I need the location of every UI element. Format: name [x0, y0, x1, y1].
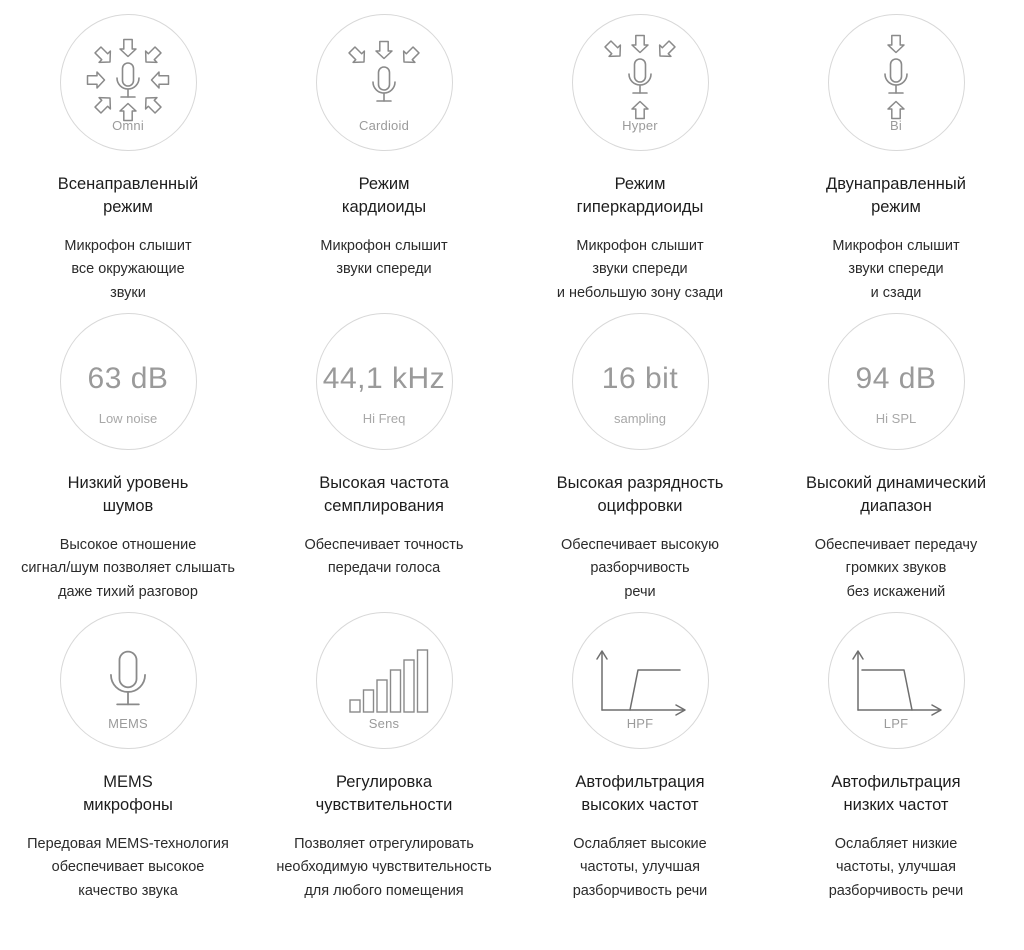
feature-description-line: и сзади [870, 284, 922, 301]
spec-caption: Hi Freq [362, 411, 406, 426]
feature-description-line: частоты, улучшая [836, 859, 956, 876]
feature-description [832, 235, 959, 305]
feature-title-line: режим [103, 197, 153, 216]
feature-cell [0, 14, 256, 313]
feature-description [829, 833, 964, 903]
feature-description-line: громких звуков [845, 560, 947, 577]
bidirectional-pattern-icon-circle [828, 14, 965, 151]
sampling-spec-circle [572, 313, 709, 450]
feature-description-line: передачи голоса [327, 560, 441, 577]
feature-title-line: Автофильтрация [831, 773, 961, 791]
icon-caption: Bi [890, 118, 902, 133]
spec-value: 44,1 kHz [322, 361, 446, 395]
spec-value: 16 bit [601, 361, 679, 395]
feature-description-line: Микрофон слышит [576, 237, 704, 254]
feature-description-line: Обеспечивает передачу [814, 536, 978, 553]
spec-value: 94 dB [855, 361, 937, 395]
feature-description-line: все окружающие [71, 261, 185, 278]
feature-title-line: Регулировка [335, 773, 433, 791]
feature-description-line: разборчивость речи [572, 882, 708, 899]
feature-title-line: семплирования [324, 496, 444, 515]
feature-title-line: чувствительности [315, 795, 453, 814]
hi-freq-spec-circle [316, 313, 453, 450]
feature-title-line: шумов [102, 496, 154, 515]
feature-cell [256, 612, 512, 911]
feature-description-line: Высокое отношение [59, 536, 197, 553]
feature-description-line: Микрофон слышит [320, 237, 448, 254]
spec-caption: sampling [613, 411, 667, 426]
feature-title-line: MEMS [103, 773, 153, 791]
feature-description [27, 833, 229, 903]
icon-caption: Cardioid [358, 118, 409, 133]
cardioid-pattern-icon-circle [316, 14, 453, 151]
feature-description-line: Позволяет отрегулировать [294, 835, 474, 852]
feature-description-line: разборчивость [590, 560, 690, 577]
feature-title-line: Высокая частота [319, 474, 449, 492]
feature-title-line: Автофильтрация [575, 773, 705, 791]
feature-title [831, 771, 960, 817]
feature-description-line: речи [624, 583, 656, 600]
feature-description [305, 534, 464, 581]
feature-cell [256, 313, 512, 612]
hypercardioid-pattern-icon-circle [572, 14, 709, 151]
low-pass-filter-icon-circle [828, 612, 965, 749]
feature-title-line: низких частот [843, 795, 949, 814]
feature-title [575, 771, 704, 817]
feature-title [577, 173, 704, 219]
feature-cell [512, 612, 768, 911]
feature-title-line: Всенаправленный [57, 175, 199, 193]
spec-value: 63 dB [87, 361, 169, 395]
feature-description-line: звуки спереди [336, 261, 432, 278]
feature-description-line: частоты, улучшая [580, 859, 700, 876]
feature-title [557, 472, 724, 518]
feature-description-line: Обеспечивает высокую [561, 536, 719, 553]
feature-description [561, 534, 719, 604]
feature-description-line: звуки [110, 284, 146, 301]
feature-cell [768, 313, 1024, 612]
feature-description-line: сигнал/шум позволяет слышать [21, 560, 235, 577]
feature-title-line: диапазон [860, 496, 932, 515]
feature-title-line: Режим [358, 175, 410, 193]
icon-caption: HPF [626, 716, 654, 731]
hi-spl-spec-circle [828, 313, 965, 450]
feature-cell [768, 612, 1024, 911]
feature-title-line: высоких частот [581, 795, 699, 814]
feature-title-line: Двунаправленный [826, 175, 966, 193]
feature-description [815, 534, 977, 604]
low-noise-spec-circle [60, 313, 197, 450]
feature-title [58, 173, 199, 219]
icon-caption: Sens [368, 716, 400, 731]
feature-description [573, 833, 708, 903]
feature-cell [256, 14, 512, 313]
feature-title [316, 771, 453, 817]
feature-title [319, 472, 449, 518]
feature-description-line: Микрофон слышит [64, 237, 192, 254]
feature-title-line: Высокая разрядность [556, 474, 724, 492]
feature-description-line: необходимую чувствительность [276, 859, 492, 876]
feature-title [806, 472, 986, 518]
feature-title-line: Высокий динамический [805, 474, 987, 492]
spec-caption: Hi SPL [875, 411, 917, 426]
feature-description [320, 235, 447, 282]
feature-title-line: Низкий уровень [67, 474, 189, 492]
feature-description-line: качество звука [78, 882, 178, 899]
feature-description-line: и небольшую зону сзади [556, 284, 724, 301]
feature-title [826, 173, 966, 219]
feature-title-line: кардиоиды [341, 197, 427, 216]
feature-description-line: Ослабляет высокие [573, 835, 707, 852]
icon-caption: MEMS [108, 716, 148, 731]
feature-description-line: Передовая MEMS-технология [27, 835, 229, 852]
feature-title-line: режим [871, 197, 921, 216]
microphone-icon-circle [60, 612, 197, 749]
feature-description-line: без искажений [846, 583, 946, 600]
feature-title-line: оцифровки [597, 496, 683, 515]
omni-pattern-icon-circle [60, 14, 197, 151]
feature-description-line: для любого помещения [304, 882, 464, 899]
feature-description-line: Микрофон слышит [832, 237, 960, 254]
feature-cell [768, 14, 1024, 313]
feature-description [64, 235, 191, 305]
icon-caption: Omni [112, 118, 144, 133]
feature-cell [512, 313, 768, 612]
feature-description-line: звуки спереди [848, 261, 944, 278]
feature-description [276, 833, 491, 903]
feature-title-line: микрофоны [83, 795, 173, 814]
spec-caption: Low noise [98, 411, 158, 426]
feature-description-line: Обеспечивает точность [304, 536, 464, 553]
feature-title [83, 771, 173, 817]
feature-description-line: даже тихий разговор [58, 583, 198, 600]
feature-cell [0, 612, 256, 911]
sensitivity-bars-icon-circle [316, 612, 453, 749]
feature-description-line: разборчивость речи [828, 882, 964, 899]
feature-description-line: звуки спереди [592, 261, 688, 278]
high-pass-filter-icon-circle [572, 612, 709, 749]
icon-caption: Hyper [622, 118, 658, 133]
feature-cell [512, 14, 768, 313]
feature-title-line: Режим [614, 175, 666, 193]
feature-title [68, 472, 189, 518]
feature-description [21, 534, 235, 604]
feature-description-line: обеспечивает высокое [51, 859, 205, 876]
feature-description-line: Ослабляет низкие [834, 835, 958, 852]
icon-caption: LPF [883, 716, 909, 731]
feature-description [557, 235, 723, 305]
feature-title-line: гиперкардиоиды [576, 197, 704, 216]
feature-title [342, 173, 426, 219]
feature-cell [0, 313, 256, 612]
